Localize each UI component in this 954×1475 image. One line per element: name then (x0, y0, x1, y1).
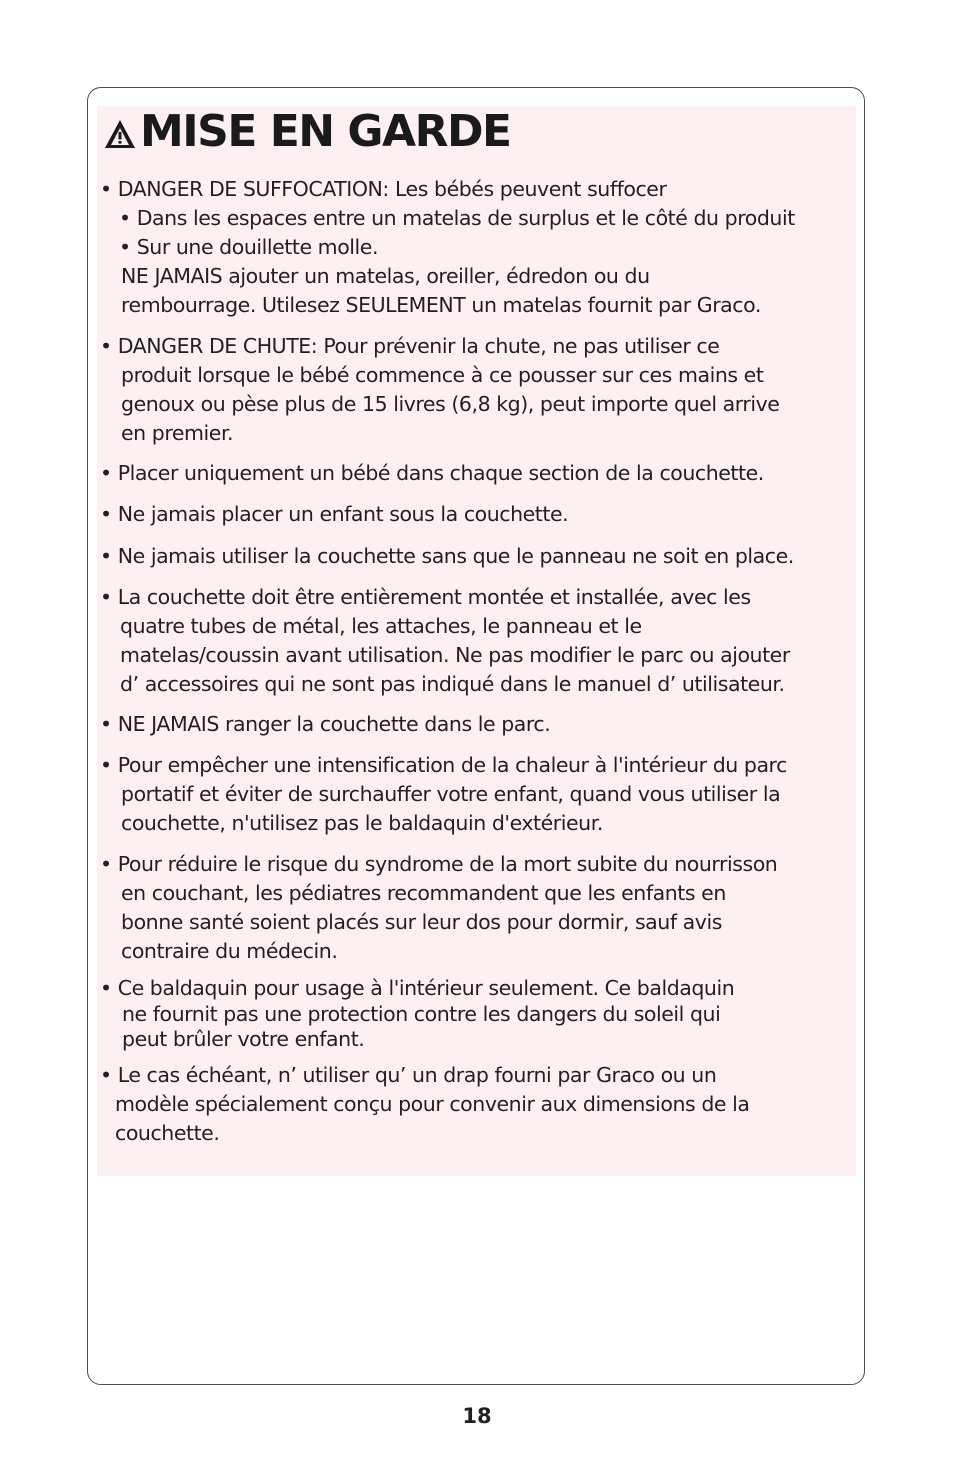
warning-line: produit lorsque le bébé commence à ce pousser sur ces mains et (121, 363, 764, 387)
page-number: 18 (462, 1404, 492, 1428)
warning-triangle-icon (103, 117, 137, 151)
warning-heading (103, 101, 511, 161)
warning-line: d’ accessoires qui ne sont pas indiqué dans le manuel d’ utilisateur. (120, 672, 785, 696)
warning-line: • Sur une douillette molle. (119, 235, 379, 259)
warning-line: • Pour empêcher une intensification de la chaleur à l'intérieur du parc (100, 753, 787, 777)
warning-line: portatif et éviter de surchauffer votre enfant, quand vous utiliser la (121, 782, 781, 806)
warning-line: • DANGER DE SUFFOCATION: Les bébés peuvent suffocer (100, 177, 667, 201)
warning-line: • NE JAMAIS ranger la couchette dans le parc. (100, 712, 551, 736)
warning-line: • Le cas échéant, n’ utiliser qu’ un drap fourni par Graco ou un (100, 1063, 717, 1087)
warning-line: peut brûler votre enfant. (122, 1027, 365, 1051)
warning-line: couchette, n'utilisez pas le baldaquin d'extérieur. (121, 811, 603, 835)
warning-line: • Ne jamais utiliser la couchette sans que le panneau ne soit en place. (100, 544, 794, 568)
warning-line: ne fournit pas une protection contre les dangers du soleil qui (122, 1002, 721, 1026)
warning-line: couchette. (115, 1121, 220, 1145)
warning-line: • DANGER DE CHUTE: Pour prévenir la chute, ne pas utiliser ce (100, 334, 720, 358)
warning-line: en premier. (121, 421, 234, 445)
warning-line: modèle spécialement conçu pour convenir aux dimensions de la (115, 1092, 750, 1116)
warning-line: • La couchette doit être entièrement montée et installée, avec les (100, 585, 751, 609)
warning-line: en couchant, les pédiatres recommandent que les enfants en (121, 881, 726, 905)
warning-line: genoux ou pèse plus de 15 livres (6,8 kg), peut importe quel arrive (121, 392, 780, 416)
warning-line: quatre tubes de métal, les attaches, le panneau et le (120, 614, 642, 638)
warning-line: • Ne jamais placer un enfant sous la couchette. (100, 502, 569, 526)
warning-line: • Placer uniquement un bébé dans chaque section de la couchette. (100, 461, 764, 485)
warning-line: • Pour réduire le risque du syndrome de la mort subite du nourrisson (100, 852, 778, 876)
warning-line: • Ce baldaquin pour usage à l'intérieur seulement. Ce baldaquin (100, 976, 735, 1000)
warning-line: • Dans les espaces entre un matelas de surplus et le côté du produit (119, 206, 795, 230)
page-title: MISE EN GARDE (140, 105, 511, 157)
warning-line: contraire du médecin. (121, 939, 338, 963)
warning-line: bonne santé soient placés sur leur dos pour dormir, sauf avis (121, 910, 722, 934)
warning-line: NE JAMAIS ajouter un matelas, oreiller, édredon ou du (121, 264, 650, 288)
warning-line: rembourrage. Utilesez SEULEMENT un matelas fournit par Graco. (121, 293, 761, 317)
warning-line: matelas/coussin avant utilisation. Ne pas modifier le parc ou ajouter (120, 643, 790, 667)
